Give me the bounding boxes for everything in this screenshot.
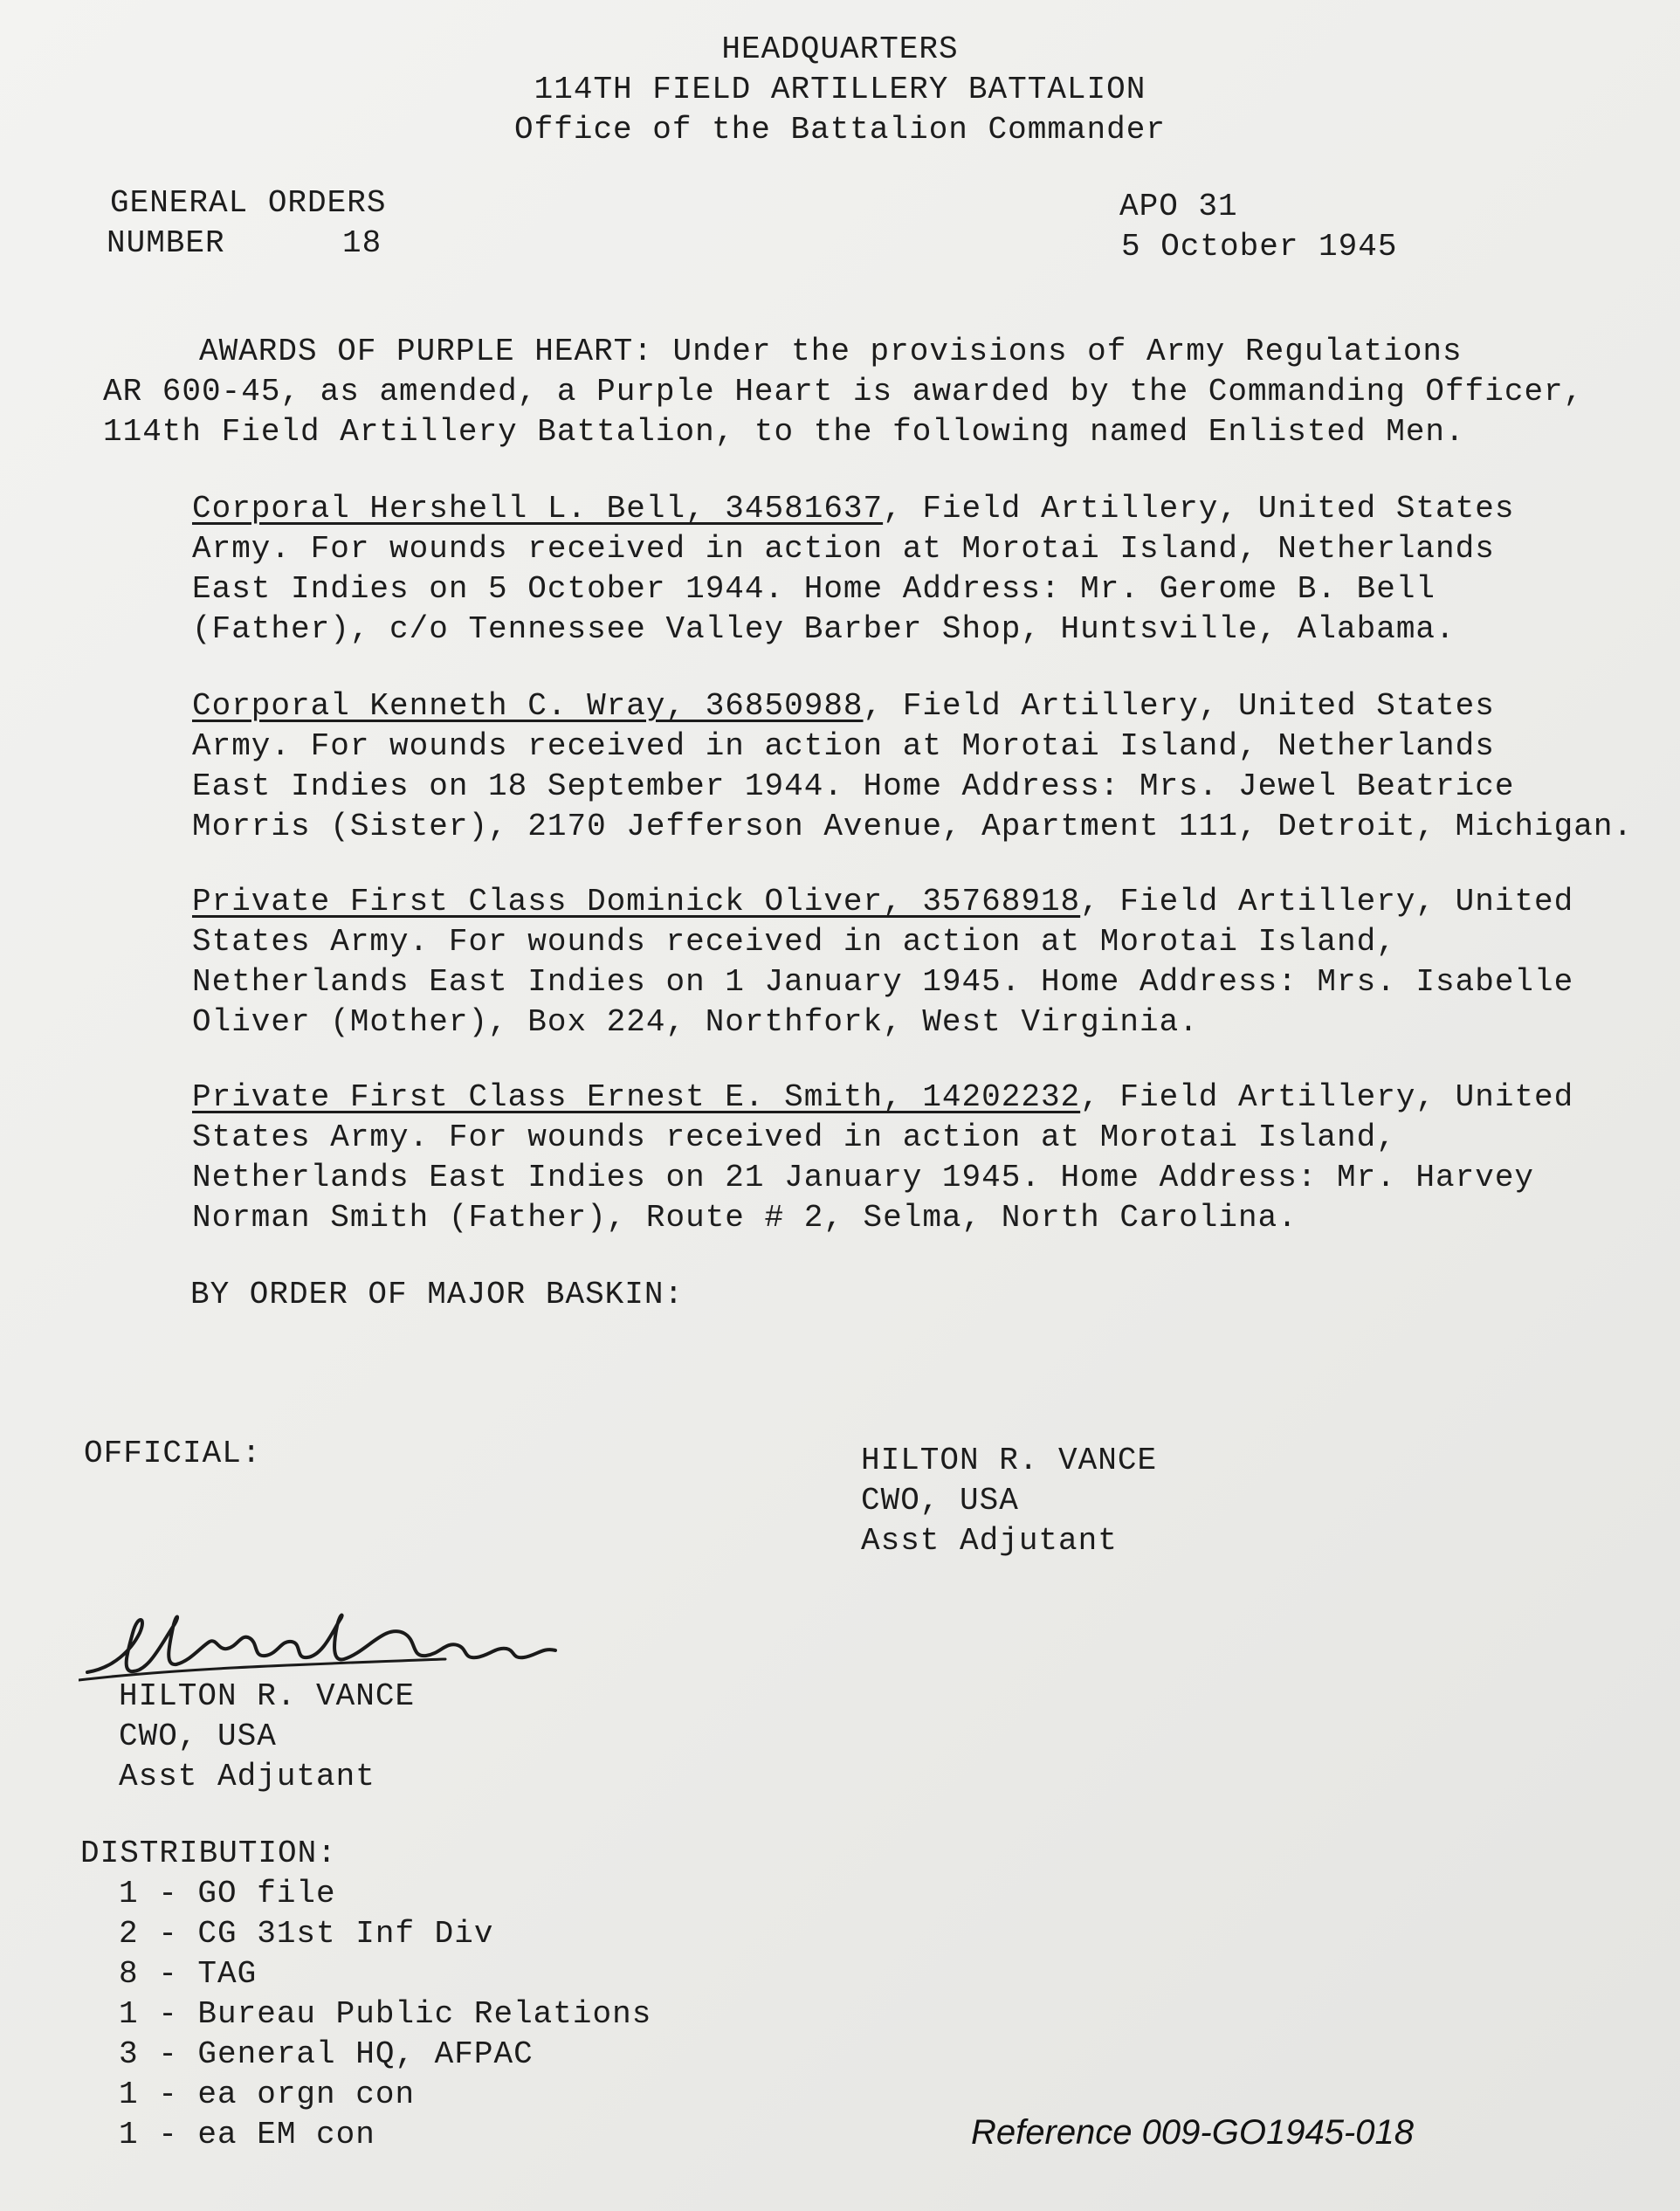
apo-label: APO 31 [1119,189,1238,224]
award-line-4: Norman Smith (Father), Route # 2, Selma, North Carolina. [192,1200,1298,1236]
award-line-2: Army. For wounds received in action at Morotai Island, Netherlands [192,728,1495,764]
distribution-item: 1 - ea EM con [119,2117,375,2152]
award-line-4: Morris (Sister), 2170 Jefferson Avenue, Apartment 111, Detroit, Michigan. [192,809,1634,844]
intro-paragraph [103,332,1657,452]
award-line-1 [192,489,1642,529]
award-entry [192,686,1642,847]
award-line-1 [192,1078,1642,1118]
award-line-1-rest: , Field Artillery, United States [863,688,1495,724]
signer-name: HILTON R. VANCE [861,1443,1158,1478]
intro-line-2: AR 600-45, as amended, a Purple Heart is awarded by the Commanding Officer, [103,374,1584,410]
award-line-1 [192,686,1642,727]
order-date: 5 October 1945 [1121,229,1398,265]
award-line-2: States Army. For wounds received in action at Morotai Island, [192,1119,1396,1155]
award-line-4: (Father), c/o Tennessee Valley Barber Shop, Huntsville, Alabama. [192,611,1456,647]
award-recipient: Corporal Hershell L. Bell, 34581637 [192,491,884,527]
left-signature-block [119,1677,415,1797]
award-entry [192,1078,1642,1238]
header-headquarters: HEADQUARTERS [721,31,959,67]
right-signature-block [861,1441,1157,1561]
number-text: NUMBER [107,225,225,261]
header-battalion: 114TH FIELD ARTILLERY BATTALION [534,72,1146,107]
award-line-2: States Army. For wounds received in action at Morotai Island, [192,924,1396,960]
distribution-label: DISTRIBUTION: [80,1836,337,1871]
award-line-1 [192,882,1642,922]
award-line-3: East Indies on 5 October 1944. Home Address: Mr. Gerome B. Bell [192,571,1436,607]
order-number: 18 [342,225,382,261]
number-label [107,224,225,264]
document-header [0,30,1680,150]
intro-line-3: 114th Field Artillery Battalion, to the following named Enlisted Men. [103,414,1465,450]
signer-rank: CWO, USA [119,1719,277,1754]
general-orders-label [110,183,386,224]
award-line-2: Army. For wounds received in action at Morotai Island, Netherlands [192,531,1495,567]
distribution-item: 1 - GO file [119,1876,336,1911]
award-entry [192,882,1642,1043]
award-recipient: Corporal Kenneth C. Wray, 36850988 [192,688,864,724]
signer-title: Asst Adjutant [861,1523,1118,1559]
distribution-item: 8 - TAG [119,1956,258,1992]
distribution-item: 1 - Bureau Public Relations [119,1996,652,2032]
distribution-item: 1 - ea orgn con [119,2077,416,2112]
award-line-1-rest: , Field Artillery, United [1080,1079,1574,1115]
signer-name: HILTON R. VANCE [119,1678,416,1714]
official-label: OFFICIAL: [84,1436,262,1471]
award-line-3: Netherlands East Indies on 1 January 1945. Home Address: Mrs. Isabelle [192,964,1574,1000]
award-line-1-rest: , Field Artillery, United States [883,491,1515,527]
award-entry [192,489,1642,650]
by-order-line: BY ORDER OF MAJOR BASKIN: [190,1277,685,1312]
distribution-item: 2 - CG 31st Inf Div [119,1916,494,1952]
award-line-3: East Indies on 18 September 1944. Home Address: Mrs. Jewel Beatrice [192,768,1515,804]
award-line-3: Netherlands East Indies on 21 January 1945. Home Address: Mr. Harvey [192,1160,1535,1195]
award-recipient: Private First Class Dominick Oliver, 35768918 [192,884,1081,920]
award-recipient: Private First Class Ernest E. Smith, 14202232 [192,1079,1081,1115]
signer-rank: CWO, USA [861,1483,1019,1519]
reference-caption: Reference 009-GO1945-018 [971,2113,1414,2152]
award-line-1-rest: , Field Artillery, United [1080,884,1574,920]
general-orders-text: GENERAL ORDERS [110,185,387,221]
intro-line-1 [103,332,1657,372]
header-office: Office of the Battalion Commander [514,112,1166,148]
signer-title: Asst Adjutant [119,1759,375,1794]
distribution-item: 3 - General HQ, AFPAC [119,2036,534,2072]
award-line-4: Oliver (Mother), Box 224, Northfork, West Virginia. [192,1004,1199,1040]
handwritten-signature-icon [79,1607,602,1685]
intro-heading: AWARDS OF PURPLE HEART: [199,334,653,369]
distribution-block [80,1834,651,2155]
intro-line-1-text: Under the provisions of Army Regulations [672,334,1463,369]
